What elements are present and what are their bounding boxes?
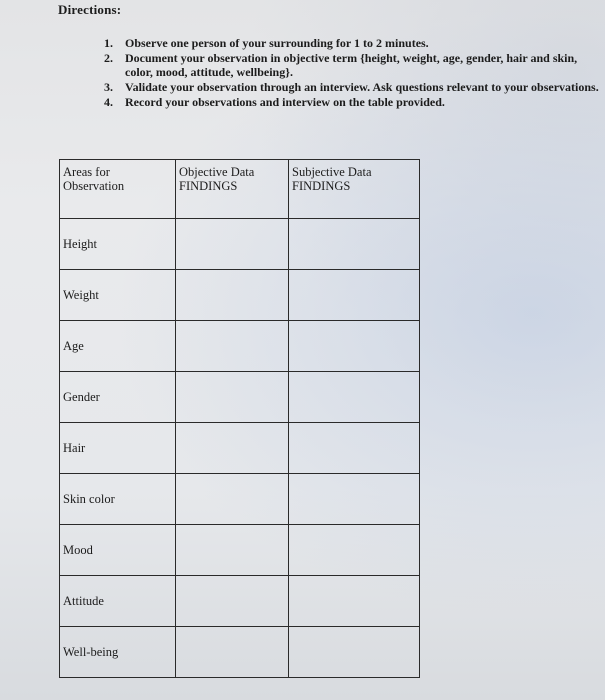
direction-number: 3. — [104, 80, 113, 94]
direction-text: Document your observation in objective term {height, weight, age, gender, hair and skin, color, mood, attitude, wellbeing}. — [125, 51, 578, 79]
table-row — [60, 576, 420, 627]
header-areas-for-observation — [60, 160, 176, 219]
subjective-findings-cell[interactable] — [289, 423, 420, 474]
header-line: Observation — [63, 179, 125, 193]
subjective-findings-cell[interactable] — [289, 321, 420, 372]
direction-item — [104, 36, 599, 50]
direction-item — [104, 80, 599, 94]
table-row — [60, 627, 420, 678]
direction-item — [104, 95, 599, 109]
directions-list — [104, 36, 599, 109]
objective-findings-cell[interactable] — [176, 576, 289, 627]
table-row — [60, 219, 420, 270]
header-objective-data — [176, 160, 289, 219]
direction-number: 4. — [104, 95, 113, 109]
header-subjective-data — [289, 160, 420, 219]
header-line: FINDINGS — [179, 179, 238, 193]
area-cell: Height — [60, 219, 176, 270]
direction-text: Observe one person of your surrounding for 1 to 2 minutes. — [125, 36, 429, 50]
area-cell: Age — [60, 321, 176, 372]
subjective-findings-cell[interactable] — [289, 219, 420, 270]
objective-findings-cell[interactable] — [176, 321, 289, 372]
table-row — [60, 474, 420, 525]
header-line: Subjective Data — [292, 165, 372, 179]
direction-number: 2. — [104, 51, 113, 65]
objective-findings-cell[interactable] — [176, 270, 289, 321]
subjective-findings-cell[interactable] — [289, 372, 420, 423]
area-cell: Hair — [60, 423, 176, 474]
table-row — [60, 423, 420, 474]
subjective-findings-cell[interactable] — [289, 474, 420, 525]
table-row — [60, 525, 420, 576]
objective-findings-cell[interactable] — [176, 423, 289, 474]
area-cell: Skin color — [60, 474, 176, 525]
direction-number: 1. — [104, 36, 113, 50]
observation-table — [59, 159, 420, 678]
area-cell: Mood — [60, 525, 176, 576]
header-line: Areas for — [63, 165, 110, 179]
subjective-findings-cell[interactable] — [289, 270, 420, 321]
direction-text: Record your observations and interview on the table provided. — [125, 95, 445, 109]
directions-title: Directions: — [58, 2, 122, 17]
subjective-findings-cell[interactable] — [289, 627, 420, 678]
objective-findings-cell[interactable] — [176, 474, 289, 525]
objective-findings-cell[interactable] — [176, 372, 289, 423]
table-row — [60, 321, 420, 372]
area-cell: Well-being — [60, 627, 176, 678]
area-cell: Gender — [60, 372, 176, 423]
subjective-findings-cell[interactable] — [289, 525, 420, 576]
subjective-findings-cell[interactable] — [289, 576, 420, 627]
header-line: Objective Data — [179, 165, 255, 179]
header-line: FINDINGS — [292, 179, 351, 193]
objective-findings-cell[interactable] — [176, 627, 289, 678]
table-row — [60, 270, 420, 321]
area-cell: Attitude — [60, 576, 176, 627]
table-header-row — [60, 160, 420, 219]
area-cell: Weight — [60, 270, 176, 321]
objective-findings-cell[interactable] — [176, 219, 289, 270]
objective-findings-cell[interactable] — [176, 525, 289, 576]
direction-text: Validate your observation through an interview. Ask questions relevant to your observations. — [125, 80, 599, 94]
direction-item — [104, 51, 599, 79]
table-row — [60, 372, 420, 423]
